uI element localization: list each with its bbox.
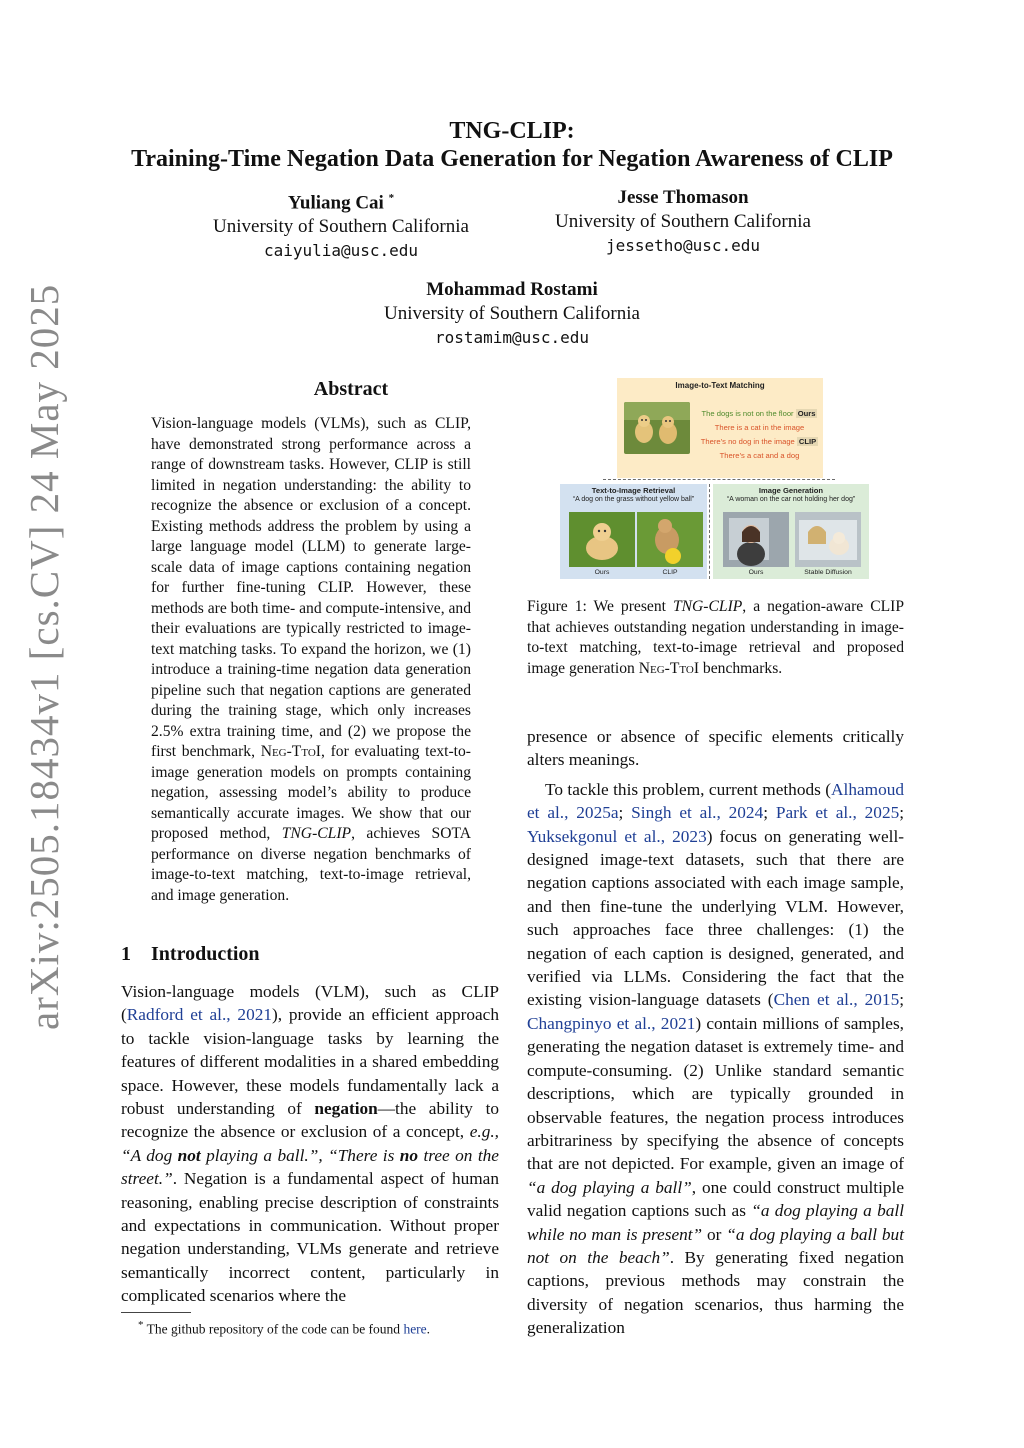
citation-author: Alhamoud et al. bbox=[527, 779, 904, 823]
author-affiliation: University of Southern California bbox=[555, 211, 811, 232]
abstract-heading: Abstract bbox=[313, 378, 389, 400]
citation-link[interactable] bbox=[127, 1005, 272, 1024]
intro-paragraph bbox=[121, 980, 499, 1308]
footnote-text: The github repository of the code can be found bbox=[143, 1321, 404, 1337]
body-text: . By generating fixed negation captions, previous methods may constrain the diversity of negation scenarios, thus harming the generalization bbox=[527, 1247, 905, 1338]
footnote bbox=[138, 1316, 430, 1339]
image-label: Ours bbox=[748, 569, 764, 576]
citation-link[interactable]: Park et al., 2025 bbox=[775, 803, 900, 823]
author-name: Mohammad Rostami bbox=[426, 279, 598, 300]
panel-title: Image-to-Text Matching bbox=[675, 381, 765, 390]
citation-link[interactable]: Yuksekgonul et al., 2023 bbox=[527, 826, 707, 846]
body-text: ) focus on generating well-designed image-text datasets, such that there are negation captions associated with each image sample, and then fine-tune the underlying VLM. However, such approaches face three challenges: (1) the negation of each caption is designed, generated, and verified via LLMs. Considering the fact that the existing vision-language datasets ( bbox=[527, 826, 905, 1010]
example-text: “a dog playing a ball” bbox=[527, 1177, 692, 1197]
author-email[interactable]: rostamim@usc.edu bbox=[434, 328, 590, 347]
caption-text: There is a cat in the image bbox=[714, 423, 805, 432]
dogs-photo bbox=[624, 402, 690, 454]
citation-sep: , bbox=[226, 1005, 238, 1025]
author-name: Yuliang Cai bbox=[287, 192, 384, 214]
bold-term: negation bbox=[314, 1099, 378, 1119]
matching-caption bbox=[697, 437, 822, 447]
result-tag: Ours bbox=[797, 409, 816, 418]
footnote-mark: * bbox=[388, 192, 395, 204]
figure-separator bbox=[709, 484, 710, 579]
citation-author: Changpinyo et al. bbox=[527, 1013, 652, 1033]
author-block-2 bbox=[518, 186, 848, 258]
retrieved-image-clip bbox=[637, 512, 703, 567]
matching-caption bbox=[697, 409, 822, 419]
citation-year: 2025 bbox=[864, 803, 900, 823]
figure-panel-text-image-retrieval bbox=[560, 484, 707, 579]
citation-author: Radford et al. bbox=[126, 1005, 227, 1025]
paragraph: To tackle this problem, current methods (Alhamoud et al., 2025a; Singh et al., 2024; Park et al., 2025; Yuksekgonul et al., 2023) focus on generating well-designed image-text datasets, such that there are negation captions associated with each image sample, and then fine-tune the underlying VLM. However, such approaches face three challenges: (1) the negation of each caption is designed, generated, and verified via LLMs. Considering the fact that the existing vision-language datasets (Chen et al., 2015; Changpinyo et al., 2021) contain millions of samples, generating the negation dataset is extremely time- and compute-consuming. (2) Unlike standard semantic descriptions, which are typically grounded in observable features, the negation process introduces arbitrariness by specifying the absence of concepts that are not depicted. For example, given an image of “a dog playing a ball”, one could construct multiple valid negation captions such as “a dog playing a ball while no man is present” or “a dog playing a ball but not on the beach”. By generating fixed negation captions, previous methods may constrain the diversity of negation scenarios, thus harming the generalization bbox=[527, 779, 905, 1338]
panel-prompt: “A woman on the car not holding her dog” bbox=[726, 496, 856, 503]
method-name: TNG-CLIP bbox=[281, 825, 352, 842]
citation-year: 2015 bbox=[864, 990, 900, 1010]
caption-text: , a negation-aware CLIP that achieves outstanding negation understanding in image-to-text matching, text-to-image retrieval and proposed image generation bbox=[527, 598, 904, 677]
abstract-text: , for evaluating text-to-image generation models on prompts containing negation, assessing model’s ability to produce semantically accurate images. We show that our proposed method, bbox=[151, 743, 472, 842]
image-label: Stable Diffusion bbox=[804, 569, 852, 576]
author-name: Jesse Thomason bbox=[617, 187, 749, 208]
arxiv-identifier: arXiv:2505.18434v1 [cs.CV] 24 May 2025 bbox=[21, 283, 67, 1030]
footnote-mark: * bbox=[138, 1319, 144, 1331]
caption-text: benchmarks. bbox=[699, 659, 783, 677]
body-text: ) contain millions of samples, generating the negation dataset is extremely time- and compute-consuming. (2) Unlike standard semantic descriptions, which are typically grounded in observable features, the negation process introduces arbitrariness by specifying the absence of concepts that are not depicted. For example, given an image of bbox=[527, 1013, 904, 1174]
citation-link[interactable]: Changpinyo et al., 2021 bbox=[527, 1013, 696, 1033]
body-text: , one could construct multiple valid negation captions such as bbox=[527, 1177, 904, 1221]
body-text: . Negation is a fundamental aspect of human reasoning, enabling precise description of constraints and expectations in communication. Without proper negation understanding, VLMs generate and retrieve semantically incorrect content, particularly in complicated scenarios where the bbox=[121, 1169, 499, 1306]
paper-title-line2: Training-Time Negation Data Generation for Negation Awareness of CLIP bbox=[131, 146, 893, 172]
abstract-text: Vision-language models (VLMs), such as CLIP, have demonstrated strong performance across a range of downstream tasks. However, CLIP is still limited in negation understanding: the ability to recognize the absence or exclusion of a concept. Existing methods address the problem by using a large language model (LLM) to generate large-scale data of image captions containing negation for further fine-tuning CLIP. However, these methods are both time- and compute-intensive, and their evaluations are typically restricted to image-text matching tasks. To expand the horizon, we (1) introduce a training-time negation data generation pipeline such that negation captions are generated during the training stage, which only increases 2.5% extra training time, and (2) we propose the first benchmark, bbox=[151, 415, 472, 760]
example-text: “a dog playing a ball but not on the beach” bbox=[527, 1224, 904, 1267]
footnote-rule bbox=[121, 1312, 191, 1313]
citation-year: 2025a bbox=[576, 803, 619, 823]
image-label: CLIP bbox=[662, 569, 678, 576]
generated-image-ours bbox=[723, 512, 789, 567]
figure-panel-image-generation bbox=[713, 484, 869, 579]
body-text: or bbox=[702, 1224, 727, 1244]
image-label: Ours bbox=[594, 569, 610, 576]
citation-year: 2024 bbox=[728, 803, 764, 823]
citation-link[interactable]: Alhamoud et al., 2025a bbox=[527, 779, 904, 823]
citation-year: 2021 bbox=[237, 1005, 272, 1025]
body-text: Vision-language models (VLM), such as CLIP ( bbox=[121, 982, 499, 1025]
matching-caption bbox=[697, 423, 822, 433]
body-text: To tackle this problem, current methods ( bbox=[545, 779, 832, 799]
author-block-3 bbox=[347, 278, 677, 350]
author-affiliation: University of Southern California bbox=[384, 303, 640, 324]
generated-image-stable-diffusion bbox=[795, 512, 861, 567]
body-text: ), provide an efficient approach to tackle vision-language tasks by learning the features of different modalities in a shared embedding space. However, these models fundamentally lack a robust understanding of bbox=[121, 1005, 499, 1119]
panel-title: Image Generation bbox=[758, 486, 824, 495]
caption-text: There’s no dog in the image bbox=[700, 437, 795, 446]
github-link[interactable]: here bbox=[403, 1321, 427, 1337]
citation-author: Chen et al. bbox=[773, 990, 854, 1010]
bold-term: not bbox=[177, 1145, 201, 1165]
paper-title-line1: TNG-CLIP: bbox=[449, 118, 575, 144]
body-text: —the ability to recognize the absence or exclusion of a concept, bbox=[121, 1099, 500, 1142]
bold-term: no bbox=[399, 1145, 419, 1165]
citation-author: Park et al. bbox=[775, 803, 853, 823]
citation-link[interactable]: Singh et al., 2024 bbox=[631, 803, 764, 823]
caption-text: Figure 1: We present bbox=[527, 598, 673, 615]
benchmark-name: Neg-TtoI bbox=[260, 743, 321, 760]
abstract-body bbox=[151, 414, 471, 906]
citation-author: Singh et al. bbox=[631, 803, 717, 823]
author-affiliation: University of Southern California bbox=[213, 216, 469, 238]
citation-author: Yuksekgonul et al. bbox=[527, 826, 661, 846]
section-number: 1 bbox=[121, 943, 131, 965]
caption-text: There’s a cat and a dog bbox=[719, 451, 800, 460]
author-block-1 bbox=[176, 186, 506, 263]
author-email[interactable]: caiyulia@usc.edu bbox=[263, 241, 419, 261]
benchmark-name: Neg-TtoI bbox=[638, 659, 700, 677]
author-email[interactable]: jessetho@usc.edu bbox=[605, 236, 761, 255]
section-title: Introduction bbox=[151, 943, 260, 965]
method-name: TNG-CLIP bbox=[672, 598, 743, 615]
section-heading bbox=[121, 943, 260, 966]
paragraph: presence or absence of specific elements critically alters meanings. bbox=[527, 727, 904, 770]
abstract-text: , achieves SOTA performance on diverse negation benchmarks of image-to-text matching, text-to-image retrieval, and image generation. bbox=[151, 825, 471, 904]
example-text: e.g., “A dog bbox=[121, 1122, 499, 1165]
example-text: playing a ball.”, “There is bbox=[200, 1145, 400, 1165]
panel-prompt: “A dog on the grass without yellow ball” bbox=[572, 496, 695, 503]
right-column bbox=[527, 725, 904, 1340]
caption-text: The dogs is not on the floor bbox=[701, 409, 794, 418]
result-tag: CLIP bbox=[798, 437, 817, 446]
example-text: “a dog playing a ball while no man is present” bbox=[527, 1201, 904, 1244]
panel-title: Text-to-Image Retrieval bbox=[591, 486, 676, 495]
figure-panel-image-text-matching bbox=[617, 378, 823, 478]
footnote-end: . bbox=[426, 1321, 431, 1337]
retrieved-image-ours bbox=[569, 512, 635, 567]
citation-link[interactable]: Chen et al., 2015 bbox=[773, 990, 900, 1010]
citation-year: 2023 bbox=[672, 826, 707, 846]
figure-caption bbox=[527, 597, 904, 679]
citation-year: 2021 bbox=[660, 1013, 696, 1033]
example-text: tree on the street.” bbox=[121, 1145, 499, 1189]
matching-caption bbox=[697, 451, 822, 461]
